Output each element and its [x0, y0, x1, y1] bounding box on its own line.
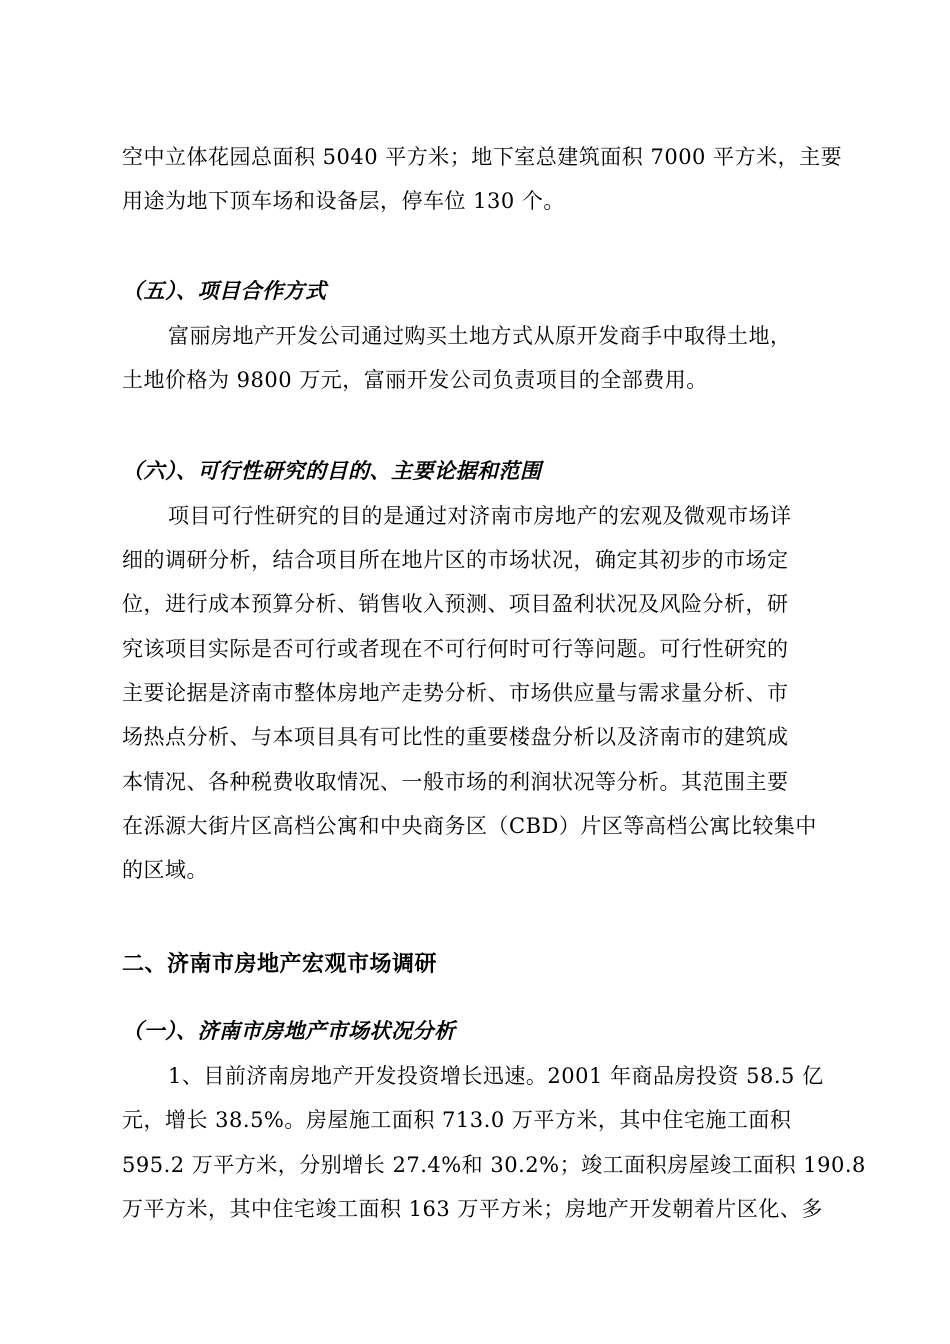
intro-line-2: 用途为地下顶车场和设备层，停车位 130 个。 [122, 189, 565, 213]
section-5-heading: （五）、项目合作方式 [122, 278, 327, 303]
chapter-2-sub-1-line-4: 万平方米，其中住宅竣工面积 163 万平方米；房地产开发朝着片区化、多 [122, 1197, 823, 1221]
section-6-line-9: 的区域。 [122, 858, 208, 882]
chapter-2-sub-1-heading: （一）、济南市房地产市场状况分析 [122, 1018, 456, 1043]
section-6-line-2: 细的调研分析，结合项目所在地片区的市场状况，确定其初步的市场定 [122, 548, 789, 572]
section-6-line-1: 项目可行性研究的目的是通过对济南市房地产的宏观及微观市场详 [168, 504, 792, 528]
section-6-line-8: 在泺源大街片区高档公寓和中央商务区（CBD）片区等高档公寓比较集中 [122, 814, 817, 838]
section-6-line-5: 主要论据是济南市整体房地产走势分析、市场供应量与需求量分析、市 [122, 681, 789, 705]
section-6-line-6: 场热点分析、与本项目具有可比性的重要楼盘分析以及济南市的建筑成 [122, 725, 789, 749]
section-6-line-4: 究该项目实际是否可行或者现在不可行何时可行等问题。可行性研究的 [122, 637, 789, 661]
section-6-heading: （六）、可行性研究的目的、主要论据和范围 [122, 458, 542, 483]
section-6-line-3: 位，进行成本预算分析、销售收入预测、项目盈利状况及风险分析，研 [122, 592, 789, 616]
chapter-2-sub-1-line-1: 1、目前济南房地产开发投资增长迅速。2001 年商品房投资 58.5 亿 [168, 1064, 824, 1088]
section-5-line-1: 富丽房地产开发公司通过购买土地方式从原开发商手中取得土地， [168, 324, 792, 348]
chapter-2-heading: 二、济南市房地产宏观市场调研 [122, 951, 438, 977]
chapter-2-sub-1-line-2: 元，增长 38.5%。房屋施工面积 713.0 万平方米，其中住宅施工面积 [122, 1108, 792, 1132]
intro-line-1: 空中立体花园总面积 5040 平方米；地下室总建筑面积 7000 平方米，主要 [122, 145, 843, 169]
section-6-line-7: 本情况、各种税费收取情况、一般市场的利润状况等分析。其范围主要 [122, 770, 789, 794]
section-5-line-2: 土地价格为 9800 万元，富丽开发公司负责项目的全部费用。 [122, 368, 708, 392]
chapter-2-sub-1-line-3: 595.2 万平方米，分别增长 27.4%和 30.2%；竣工面积房屋竣工面积 190.8 [122, 1153, 866, 1177]
